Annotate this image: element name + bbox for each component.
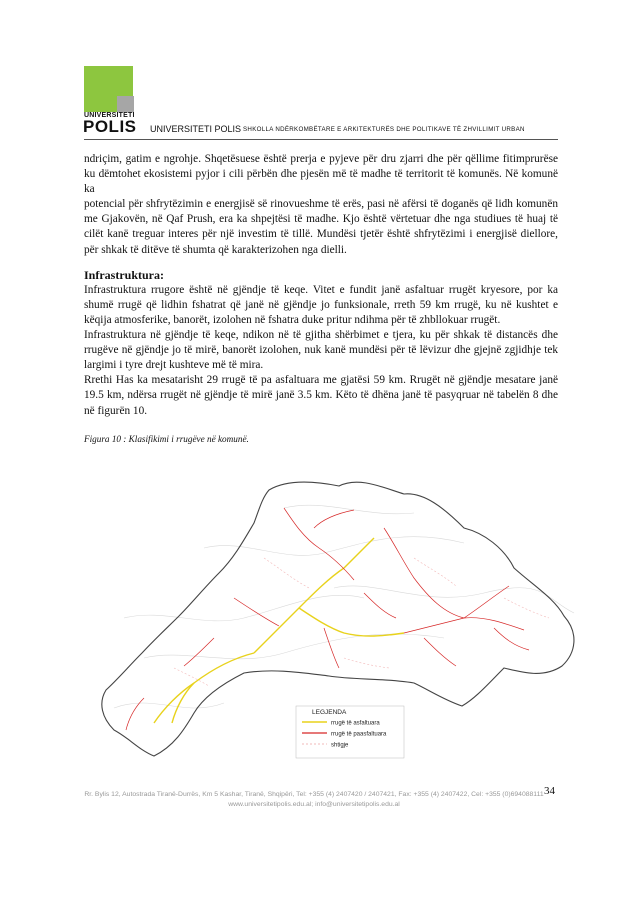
unpaved-road	[424, 638, 456, 666]
paragraph-3: Infrastruktura rrugore është në gjëndje të keqe. Vitet e fundit janë asfaltuar rrugët kryesore, por ka shumë rrugë që lidhin fshatrat që janë në gjëndje jo funksionale, rreth 59 km rrugë, ku në kushtet e këqija atmosferike, banorët, izolohen në fshatra duke pritur ndihma për të zhbllokuar rrugët.	[84, 283, 558, 326]
trail	[504, 598, 549, 618]
unpaved-road	[314, 510, 354, 528]
footer-contacts: www.universitetipolis.edu.al; info@universitetipolis.edu.al	[228, 801, 400, 808]
page-number: 34	[544, 785, 555, 797]
page-footer	[84, 790, 544, 810]
section-heading: Infrastruktura:	[84, 267, 164, 282]
map-legend	[296, 706, 404, 758]
paragraph-1: ndriçim, gatim e ngrohje. Shqetësuese është prerja e pyjeve për dru zjarri dhe për qëllime fitimprurëse ku dëmtohet ekosistemi pyjor i cili përbën dhe pjesën më të madhe të territorit të komunës. Në komunë ka	[84, 153, 558, 196]
paved-road	[254, 568, 344, 653]
unpaved-road	[234, 598, 279, 626]
trails	[174, 558, 549, 686]
university-name: UNIVERSITETI POLIS	[150, 124, 242, 134]
logo-text-big: POLIS	[83, 117, 137, 136]
unpaved-road	[494, 628, 529, 650]
trail	[174, 668, 209, 686]
paved-road	[344, 538, 374, 568]
unpaved-road	[184, 638, 214, 666]
figure-caption: Figura 10 : Klasifikimi i rrugëve në komunë.	[84, 434, 249, 444]
legend-item-unpaved: rrugë të paasfaltuara	[331, 731, 387, 738]
paved-road	[154, 653, 254, 723]
university-logo	[84, 66, 136, 112]
unpaved-road	[284, 508, 354, 580]
paved-road	[299, 608, 404, 636]
paved-road	[172, 683, 194, 723]
trail	[344, 658, 389, 668]
unpaved-road	[364, 593, 396, 618]
unpaved-road	[464, 586, 509, 618]
school-name: SHKOLLA NDËRKOMBËTARE E ARKITEKTURËS DHE POLITIKAVE TË ZHVILLIMIT URBAN	[243, 126, 525, 133]
unpaved-roads	[126, 508, 529, 730]
paragraph-4: Infrastruktura në gjëndje të keqe, ndikon në të gjitha shërbimet e tjera, ku për shkak të distancës dhe rrugëve në gjëndje jo të mirë, banorët izolohen, nuk kanë mundësi për të lëvizur dhe gjejnë zgjidhje tek largimi i tyre drejt kushteve më të mira.	[84, 329, 558, 372]
unpaved-road	[384, 528, 464, 618]
document-body	[84, 152, 558, 419]
paragraph-2: potencial për shfrytëzimin e energjisë së rinovueshme të erës, pasi në afërsi të doganës që lidh komunën me Gjakovën, në Qaf Prush, era ka shpejtësi të madhe. Kjo është vërtetuar dhe nga studiues të huaj të cilët kanë treguar interes për një investim të tillë. Mundësi tjetër është shfrytëzimi i energjisë diellore, për shkak të ditëve të shumta që karakterizohen nga dielli.	[84, 198, 558, 256]
legend-title: LEGJENDA	[312, 709, 347, 716]
unpaved-road	[324, 628, 339, 668]
road-classification-map	[84, 468, 604, 768]
header-divider	[84, 139, 558, 140]
paved-roads	[154, 538, 404, 723]
legend-item-paved: rrugë të asfaltuara	[331, 720, 380, 727]
paragraph-5: Rrethi Has ka mesatarisht 29 rrugë të pa asfaltuara me gjatësi 59 km. Rrugët në gjëndje mesatare janë 19.5 km, ndërsa rrugët në gjëndje të mirë janë 3.5 km. Këto të dhëna janë të pasyqruar në tabelën 8 dhe në figurën 10.	[84, 374, 558, 417]
trail	[414, 558, 456, 586]
trail	[264, 558, 309, 588]
footer-address: Rr. Bylis 12, Autostrada Tiranë-Durrës, Km 5 Kashar, Tiranë, Shqipëri, Tel: +355 (4) 2407420 / 2407421, Fax: +355 (4) 2407422, Cel: +355 (0)694088111	[84, 791, 544, 798]
legend-item-trail: shtigje	[331, 742, 349, 749]
unpaved-road	[404, 618, 524, 633]
logo-text-small: UNIVERSITETI	[84, 112, 135, 119]
